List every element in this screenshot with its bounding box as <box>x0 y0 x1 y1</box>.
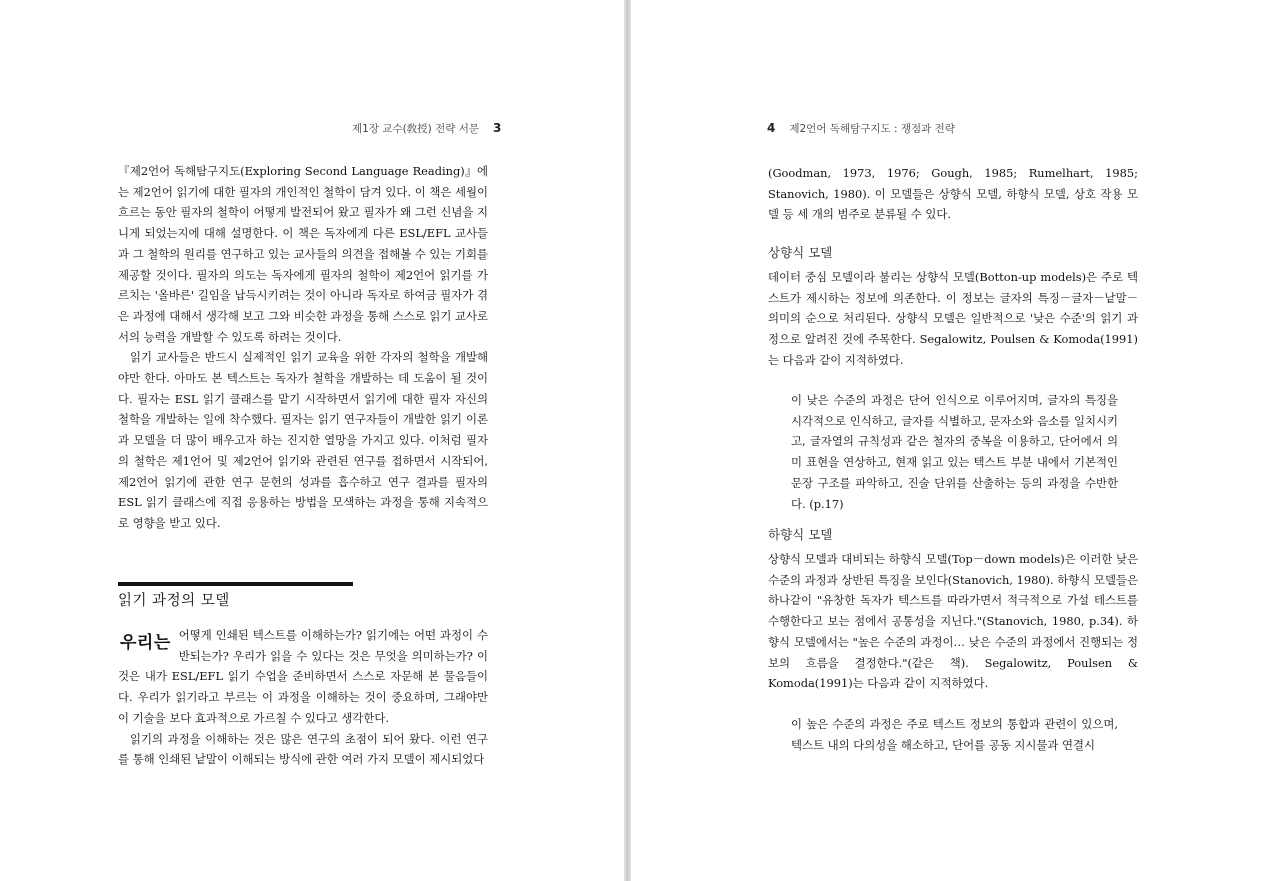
section-paragraph <box>118 625 488 729</box>
right-page <box>631 0 1265 881</box>
running-head-title: 제2언어 독해탐구지도 : 쟁점과 전략 <box>789 123 955 135</box>
section-paragraph: 읽기의 과정을 이해하는 것은 많은 연구의 초점이 되어 왔다. 이런 연구를 통해 인쇄된 낱말이 이해되는 방식에 관한 여러 가지 모델이 제시되었다 <box>118 731 488 767</box>
subsection-title-bottom-up: 상향식 모델 <box>768 245 833 260</box>
bottom-up-body <box>768 267 1138 371</box>
top-down-body <box>768 549 1138 694</box>
block-quote <box>791 714 1118 755</box>
block-quote-text: 이 낮은 수준의 과정은 단어 인식으로 이루어지며, 글자의 특징을 시각적으로 인식하고, 글자를 식별하고, 문자소와 음소를 일치시키고, 글자열의 규칙성과 같은 철자의 중복을 이용하고, 단어에서 의미 표현을 연상하고, 현재 읽고 있는 텍스트 부분 내에서 기본적인 문장 구조를 파악하고, 진술 단위를 산출하는 등의 과정을 수반한다. (p.17) <box>791 393 1118 511</box>
section-title: 읽기 과정의 모델 <box>118 593 230 609</box>
block-quote <box>791 390 1118 514</box>
section-body <box>118 625 488 770</box>
block-quote-text: 이 높은 수준의 과정은 주로 텍스트 정보의 통합과 관련이 있으며, 텍스트 내의 다의성을 해소하고, 단어를 공동 지시물과 연결시 <box>791 717 1118 752</box>
page-number: 4 <box>767 121 776 135</box>
section-rule <box>118 582 353 586</box>
running-head-title: 제1장 교수(敎授) 전략 서문 <box>352 123 480 135</box>
section-paragraph-text: 어떻게 인쇄된 텍스트를 이해하는가? 읽기에는 어떤 과정이 수반되는가? 우리가 읽을 수 있다는 것은 무엇을 의미하는가? 이것은 내가 ESL/EFL 읽기 수업을 준비하면서 스스로 자문해 본 물음들이다. 우리가 읽기라고 부르는 이 과정을 이해하는 것이 중요하며, 그래야만 이 기술을 보다 효과적으로 가르칠 수 있다고 생각한다. <box>118 628 488 725</box>
left-page <box>0 0 624 881</box>
bottom-up-paragraph: 데이터 중심 모델이라 불리는 상향식 모델(Botton-up models)은 주로 텍스트가 제시하는 정보에 의존한다. 이 정보는 글자의 특징－글자－낱말－의미의 순으로 처리된다. 상향식 모델은 일반적으로 '낮은 수준'의 읽기 과정으로 알려진 것에 주목한다. Segalowitz, Poulsen & Komoda(1991)는 다음과 같이 지적하였다. <box>768 270 1138 367</box>
intro-body <box>118 161 488 534</box>
intro-paragraph: 『제2언어 독해탐구지도(Exploring Second Language Reading)』에는 제2언어 읽기에 대한 필자의 개인적인 철학이 담겨 있다. 이 책은 세월이 흐르는 동안 필자의 철학이 어떻게 발전되어 왔고 필자가 왜 그런 신념을 지니게 되었는지에 대해 설명한다. 이 책은 독자에게 다른 ESL/EFL 교사들과 그 철학의 원리를 연구하고 있는 교사들의 의견을 접해볼 수 있는 기회를 제공할 것이다. 필자의 의도는 독자에게 필자의 철학이 제2언어 읽기를 가르치는 '올바른' 길임을 납득시키려는 것이 아니라 독자로 하여금 필자가 겪은 과정에 대해서 생각해 보고 그와 비슷한 과정을 통해 스스로 읽기 교사로서의 능력을 개발할 수 있도록 하려는 것이다. <box>118 164 488 344</box>
top-down-paragraph: 상향식 모델과 대비되는 하향식 모델(Top－down models)은 이러한 낮은 수준의 과정과 상반된 특징을 보인다(Stanovich, 1980). 하향식 모델들은 하나같이 "유창한 독자가 텍스트를 따라가면서 적극적으로 가설 테스트를 수행한다고 보는 점에서 공통성을 지닌다."(Stanovich, 1980, p.34). 하향식 모델에서는 "높은 수준의 과정이… 낮은 수준의 과정에서 진행되는 정보의 흐름을 결정한다."(같은 책). Segalowitz, Poulsen & Komoda(1991)는 다음과 같이 지적하였다. <box>768 552 1138 691</box>
intro-paragraph: 읽기 교사들은 반드시 실제적인 읽기 교육을 위한 각자의 철학을 개발해야만 한다. 아마도 본 텍스트는 독자가 철학을 개발하는 데 도움이 될 것이다. 필자는 ESL 읽기 클래스를 맡기 시작하면서 읽기에 대한 필자 자신의 철학을 개발하는 일에 착수했다. 필자는 읽기 연구자들이 개발한 읽기 이론과 모델을 더 많이 배우고자 하는 진지한 열망을 가지고 있다. 이처럼 필자의 철학은 제1언어 및 제2언어 읽기와 관련된 연구를 접하면서 시작되어, 제2언어 읽기에 관한 연구 문헌의 성과를 흡수하고 연구 결과를 필자의 ESL 읽기 클래스에 직접 응용하는 방법을 모색하는 과정을 통해 지속적으로 영향을 받고 있다. <box>118 350 488 530</box>
continuation-paragraph: (Goodman, 1973, 1976; Gough, 1985; Rumelhart, 1985; Stanovich, 1980). 이 모델들은 상향식 모델, 하향식 모델, 상호 작용 모델 등 세 개의 범주로 분류될 수 있다. <box>768 166 1138 222</box>
running-head-left <box>352 121 501 136</box>
continuation-body <box>768 163 1138 225</box>
subsection-title-top-down: 하향식 모델 <box>768 527 833 542</box>
running-head-right <box>767 121 955 136</box>
page-number: 3 <box>493 121 502 135</box>
dropcap-lead: 우리는 <box>120 633 171 653</box>
book-gutter <box>624 0 631 881</box>
